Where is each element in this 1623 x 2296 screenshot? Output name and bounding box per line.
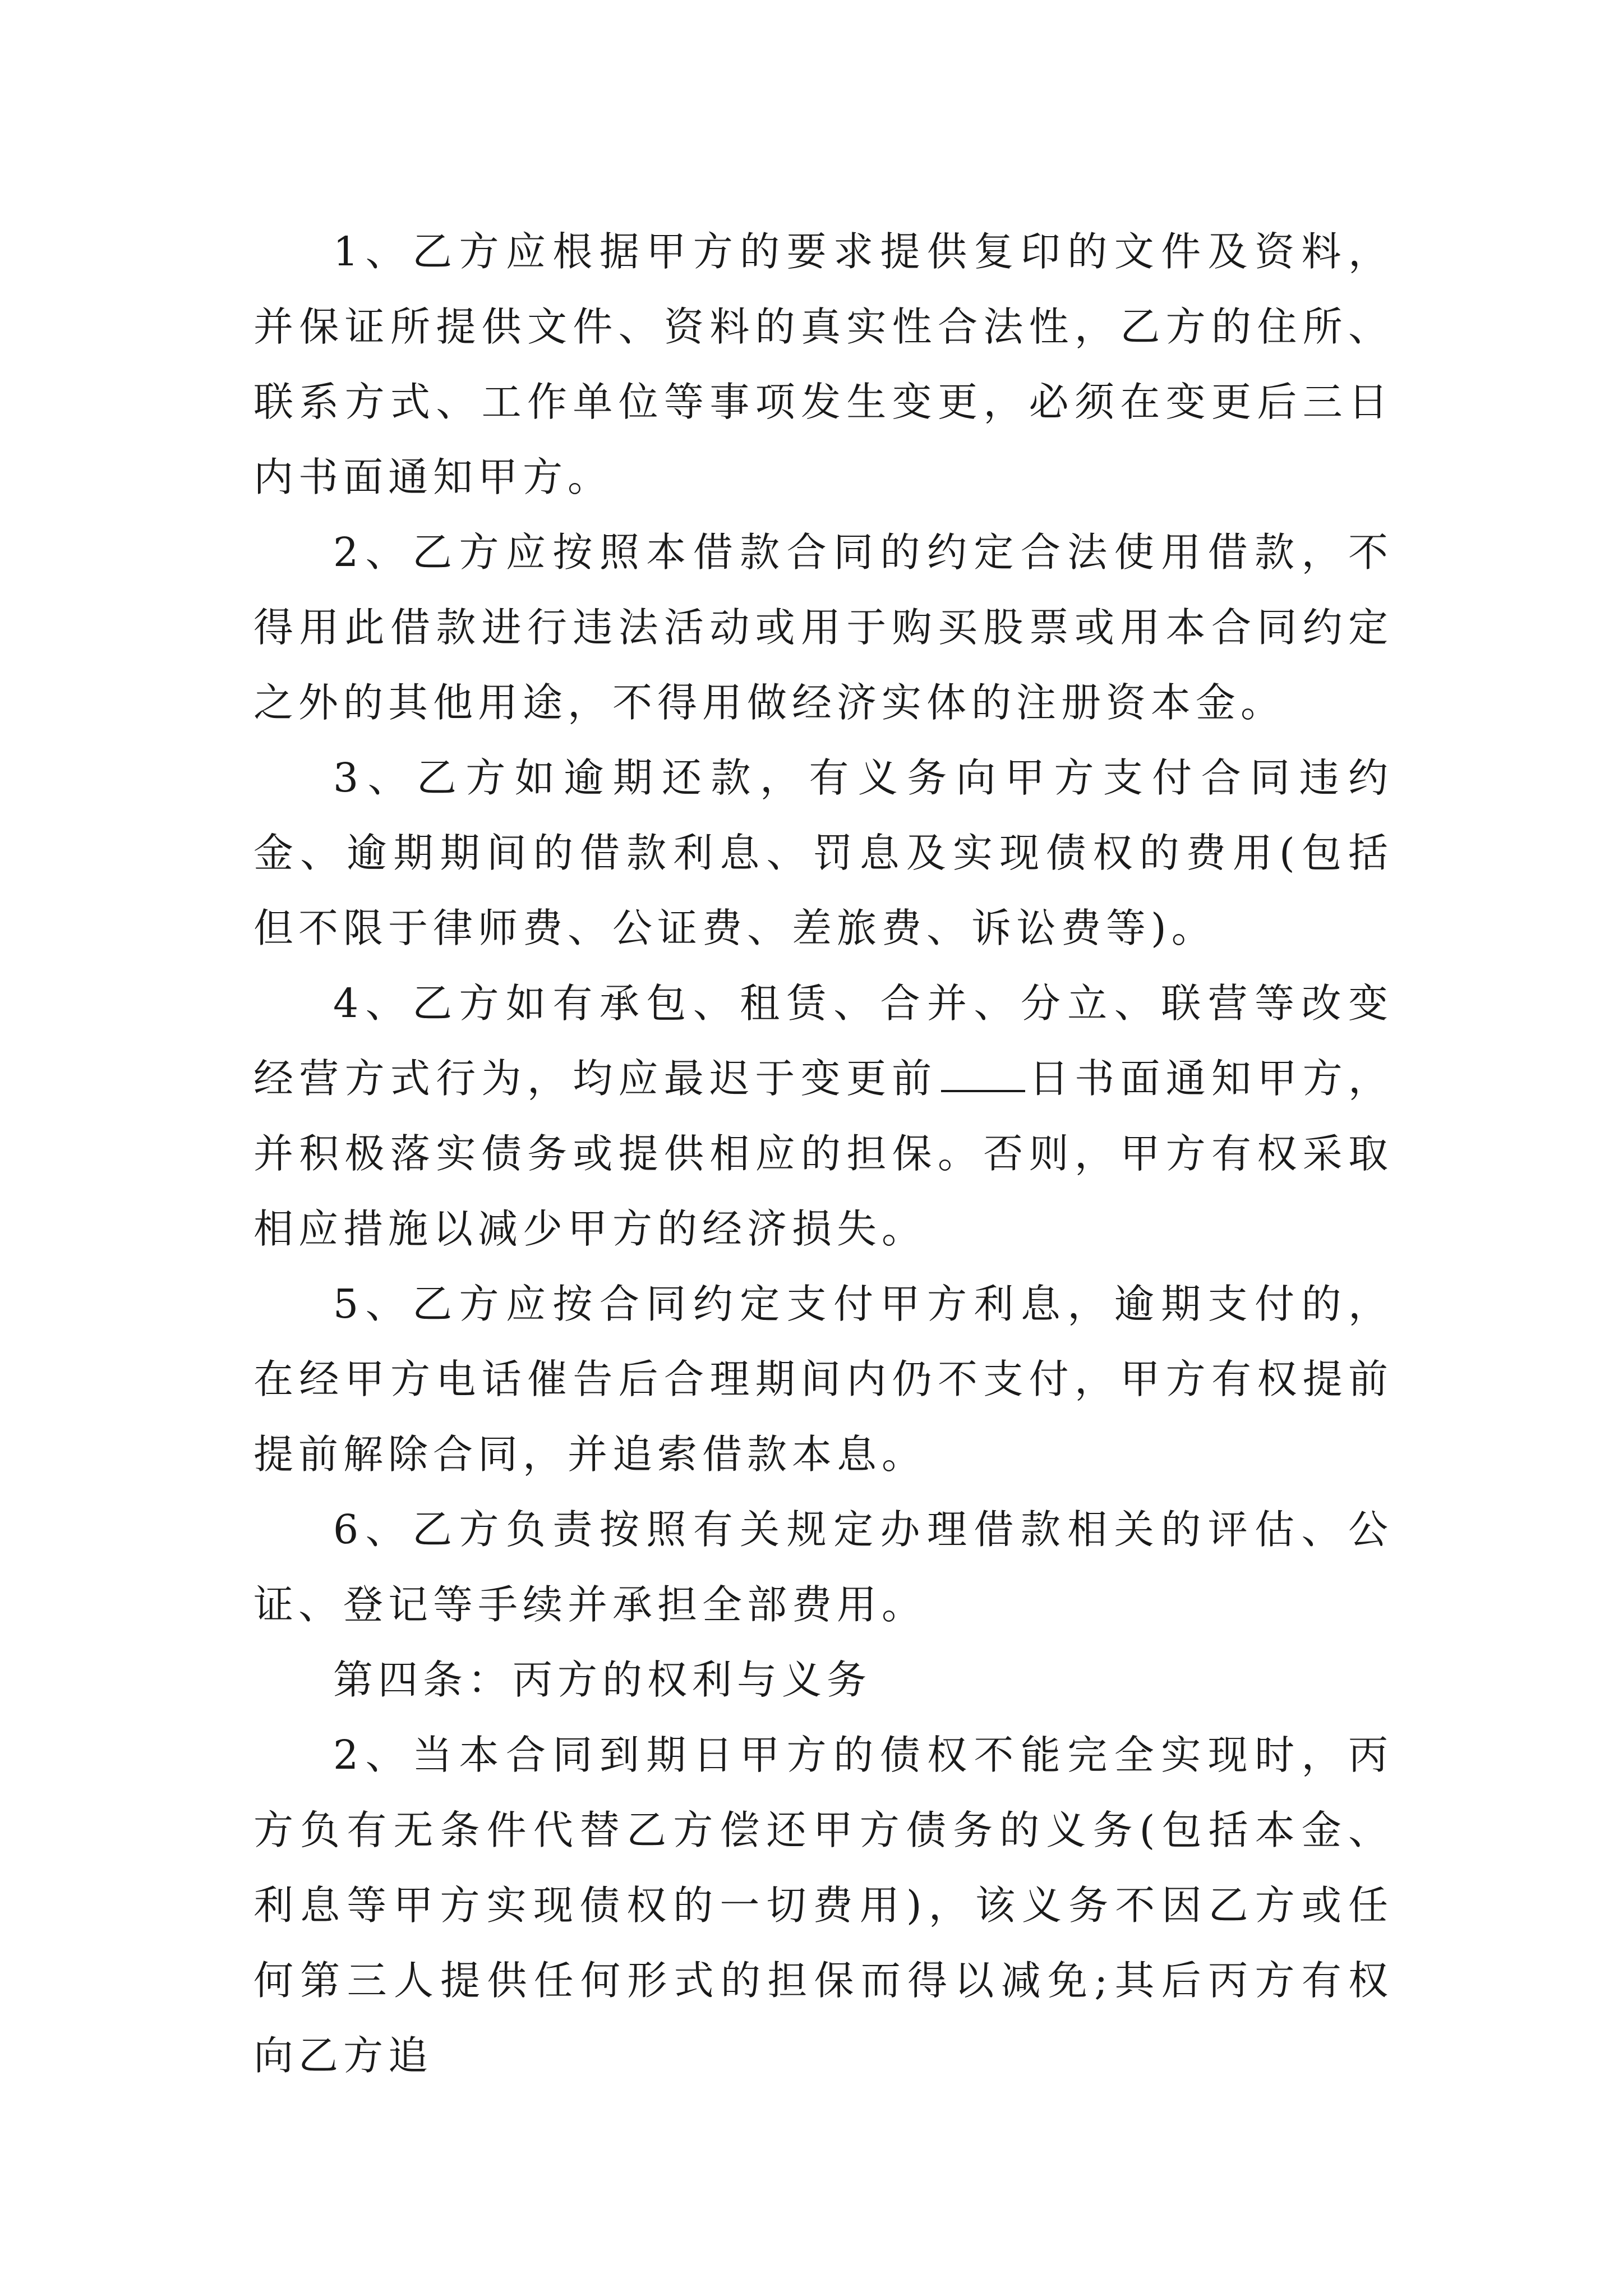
clause-2-paragraph: 2、乙方应按照本借款合同的约定合法使用借款，不得用此借款进行违法活动或用于购买股票或用本合同约定之外的其他用途，不得用做经济实体的注册资本金。	[253, 529, 1393, 726]
article-4-clause-2-paragraph: 2、当本合同到期日甲方的债权不能完全实现时，丙方负有无条件代替乙方偿还甲方债务的义务(包括本金、利息等甲方实现债权的一切费用)，该义务不因乙方或任何第三人提供任何形式的担保而得以减免;其后丙方有权向乙方追	[253, 1732, 1393, 2079]
clause-5-paragraph: 5、乙方应按合同约定支付甲方利息，逾期支付的，在经甲方电话催告后合理期间内仍不支付，甲方有权提前提前解除合同，并追索借款本息。	[253, 1281, 1393, 1478]
fill-in-blank-line	[941, 1053, 1025, 1092]
clause-4-paragraph	[253, 966, 1393, 1267]
article-4-heading: 第四条：丙方的权利与义务	[333, 1657, 872, 1703]
clause-3-paragraph: 3、乙方如逾期还款，有义务向甲方支付合同违约金、逾期期间的借款利息、罚息及实现债权的费用(包括但不限于律师费、公证费、差旅费、诉讼费等)。	[253, 754, 1393, 951]
document-body	[253, 214, 1393, 2093]
clause-4-text-before-blank: 4、乙方如有承包、租赁、合并、分立、联营等改变经营方式行为，均应最迟于变更前	[253, 980, 1393, 1102]
clause-6-paragraph: 6、乙方负责按照有关规定办理借款相关的评估、公证、登记等手续并承担全部费用。	[253, 1506, 1393, 1628]
clause-1-paragraph: 1、乙方应根据甲方的要求提供复印的文件及资料，并保证所提供文件、资料的真实性合法性，乙方的住所、联系方式、工作单位等事项发生变更，必须在变更后三日内书面通知甲方。	[253, 228, 1393, 500]
clause-4-text-after-blank: 日书面通知甲方，并积极落实债务或提供相应的担保。否则，甲方有权采取相应措施以减少甲方的经济损失。	[253, 1055, 1393, 1252]
